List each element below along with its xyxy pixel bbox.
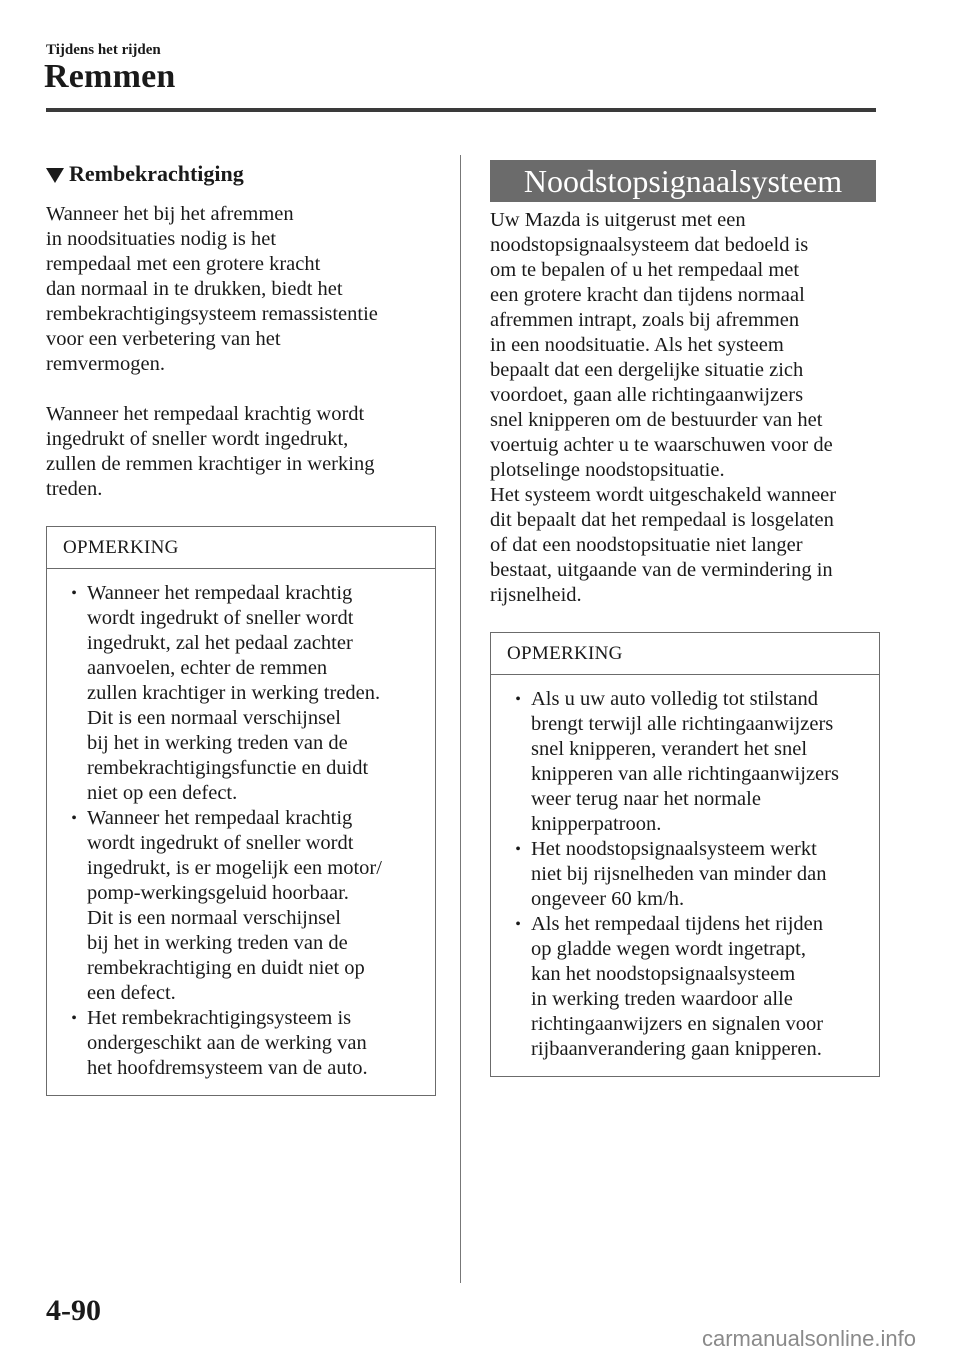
bullet-icon: •: [71, 810, 77, 827]
note-item: • Wanneer het rempedaal krachtig wordt ingedrukt of sneller wordt ingedrukt, zal het pedaal zachter aanvoelen, echter de remmen zullen krachtiger in werking treden. Dit is een normaal verschijnsel bij het in werking treden van de rembekrachtigingsfunctie en duidt niet op een defect.: [61, 581, 427, 806]
right-column: [490, 160, 880, 1077]
left-column: [46, 160, 436, 1096]
body-paragraph: Uw Mazda is uitgerust met een noodstopsignaalsysteem dat bedoeld is om te bepalen of u het rempedaal met een grotere kracht dan tijdens normaal afremmen intrapt, zoals bij afremmen in een noodsituatie. Als het systeem bepaalt dat een dergelijke situatie zich voordoet, gaan alle richtingaanwijzers snel knipperen om de bestuurder van het voertuig achter u te waarschuwen voor de plotselinge noodstopsituatie. Het systeem wordt uitgeschakeld wanneer dit bepaalt dat het rempedaal is losgelaten of dat een noodstopsituatie niet langer bestaat, uitgaande van de vermindering in rijsnelheid.: [490, 209, 837, 606]
bullet-icon: •: [71, 1010, 77, 1027]
body-paragraph: Wanneer het rempedaal krachtig wordt ingedrukt of sneller wordt ingedrukt, zullen de remmen krachtiger in werking treden.: [46, 403, 375, 500]
section-heading: [46, 160, 436, 188]
body-paragraph: Wanneer het bij het afremmen in noodsituaties nodig is het rempedaal met een grotere kracht dan normaal in te drukken, biedt het rembekrachtigingsysteem remassistentie voor een verbetering van het remvermogen.: [46, 203, 378, 375]
note-title: OPMERKING: [491, 633, 879, 675]
watermark: carmanualsonline.info: [701, 1326, 916, 1351]
note-item: • Als het rempedaal tijdens het rijden op gladde wegen wordt ingetrapt, kan het noodstopsignaalsysteem in werking treden waardoor alle richtingaanwijzers en signalen voor rijbaanverandering gaan knipperen.: [505, 912, 871, 1062]
note-body: [491, 675, 879, 1076]
bullet-icon: •: [515, 916, 521, 933]
note-box: [46, 526, 436, 1096]
note-title: OPMERKING: [47, 527, 435, 569]
triangle-down-icon: [46, 168, 64, 183]
section-label: Tijdens het rijden: [46, 42, 161, 58]
column-divider: [460, 155, 461, 1283]
bullet-icon: •: [515, 691, 521, 708]
note-item: • Wanneer het rempedaal krachtig wordt ingedrukt of sneller wordt ingedrukt, is er mogelijk een motor/ pomp-werkingsgeluid hoorbaar. Dit is een normaal verschijnsel bij het in werking treden van de rembekrachtiging en duidt niet op een defect.: [61, 806, 427, 1006]
note-item: • Het noodstopsignaalsysteem werkt niet bij rijsnelheden van minder dan ongeveer 60 km/h.: [505, 837, 871, 912]
header-rule: [46, 108, 876, 112]
note-item: • Als u uw auto volledig tot stilstand brengt terwijl alle richtingaanwijzers snel knipperen, verandert het snel knipperen van alle richtingaanwijzers weer terug naar het normale knipperpatroon.: [505, 687, 871, 837]
page-number: 4-90: [46, 1294, 101, 1327]
section-banner: Noodstopsignaalsysteem: [490, 160, 876, 202]
bullet-icon: •: [71, 585, 77, 602]
bullet-icon: •: [515, 841, 521, 858]
page-title: Remmen: [44, 58, 176, 95]
note-box: [490, 632, 880, 1077]
section-heading-text: Rembekrachtiging: [69, 161, 244, 186]
note-body: [47, 569, 435, 1095]
note-item: • Het rembekrachtigingsysteem is ondergeschikt aan de werking van het hoofdremsysteem van de auto.: [61, 1006, 427, 1081]
